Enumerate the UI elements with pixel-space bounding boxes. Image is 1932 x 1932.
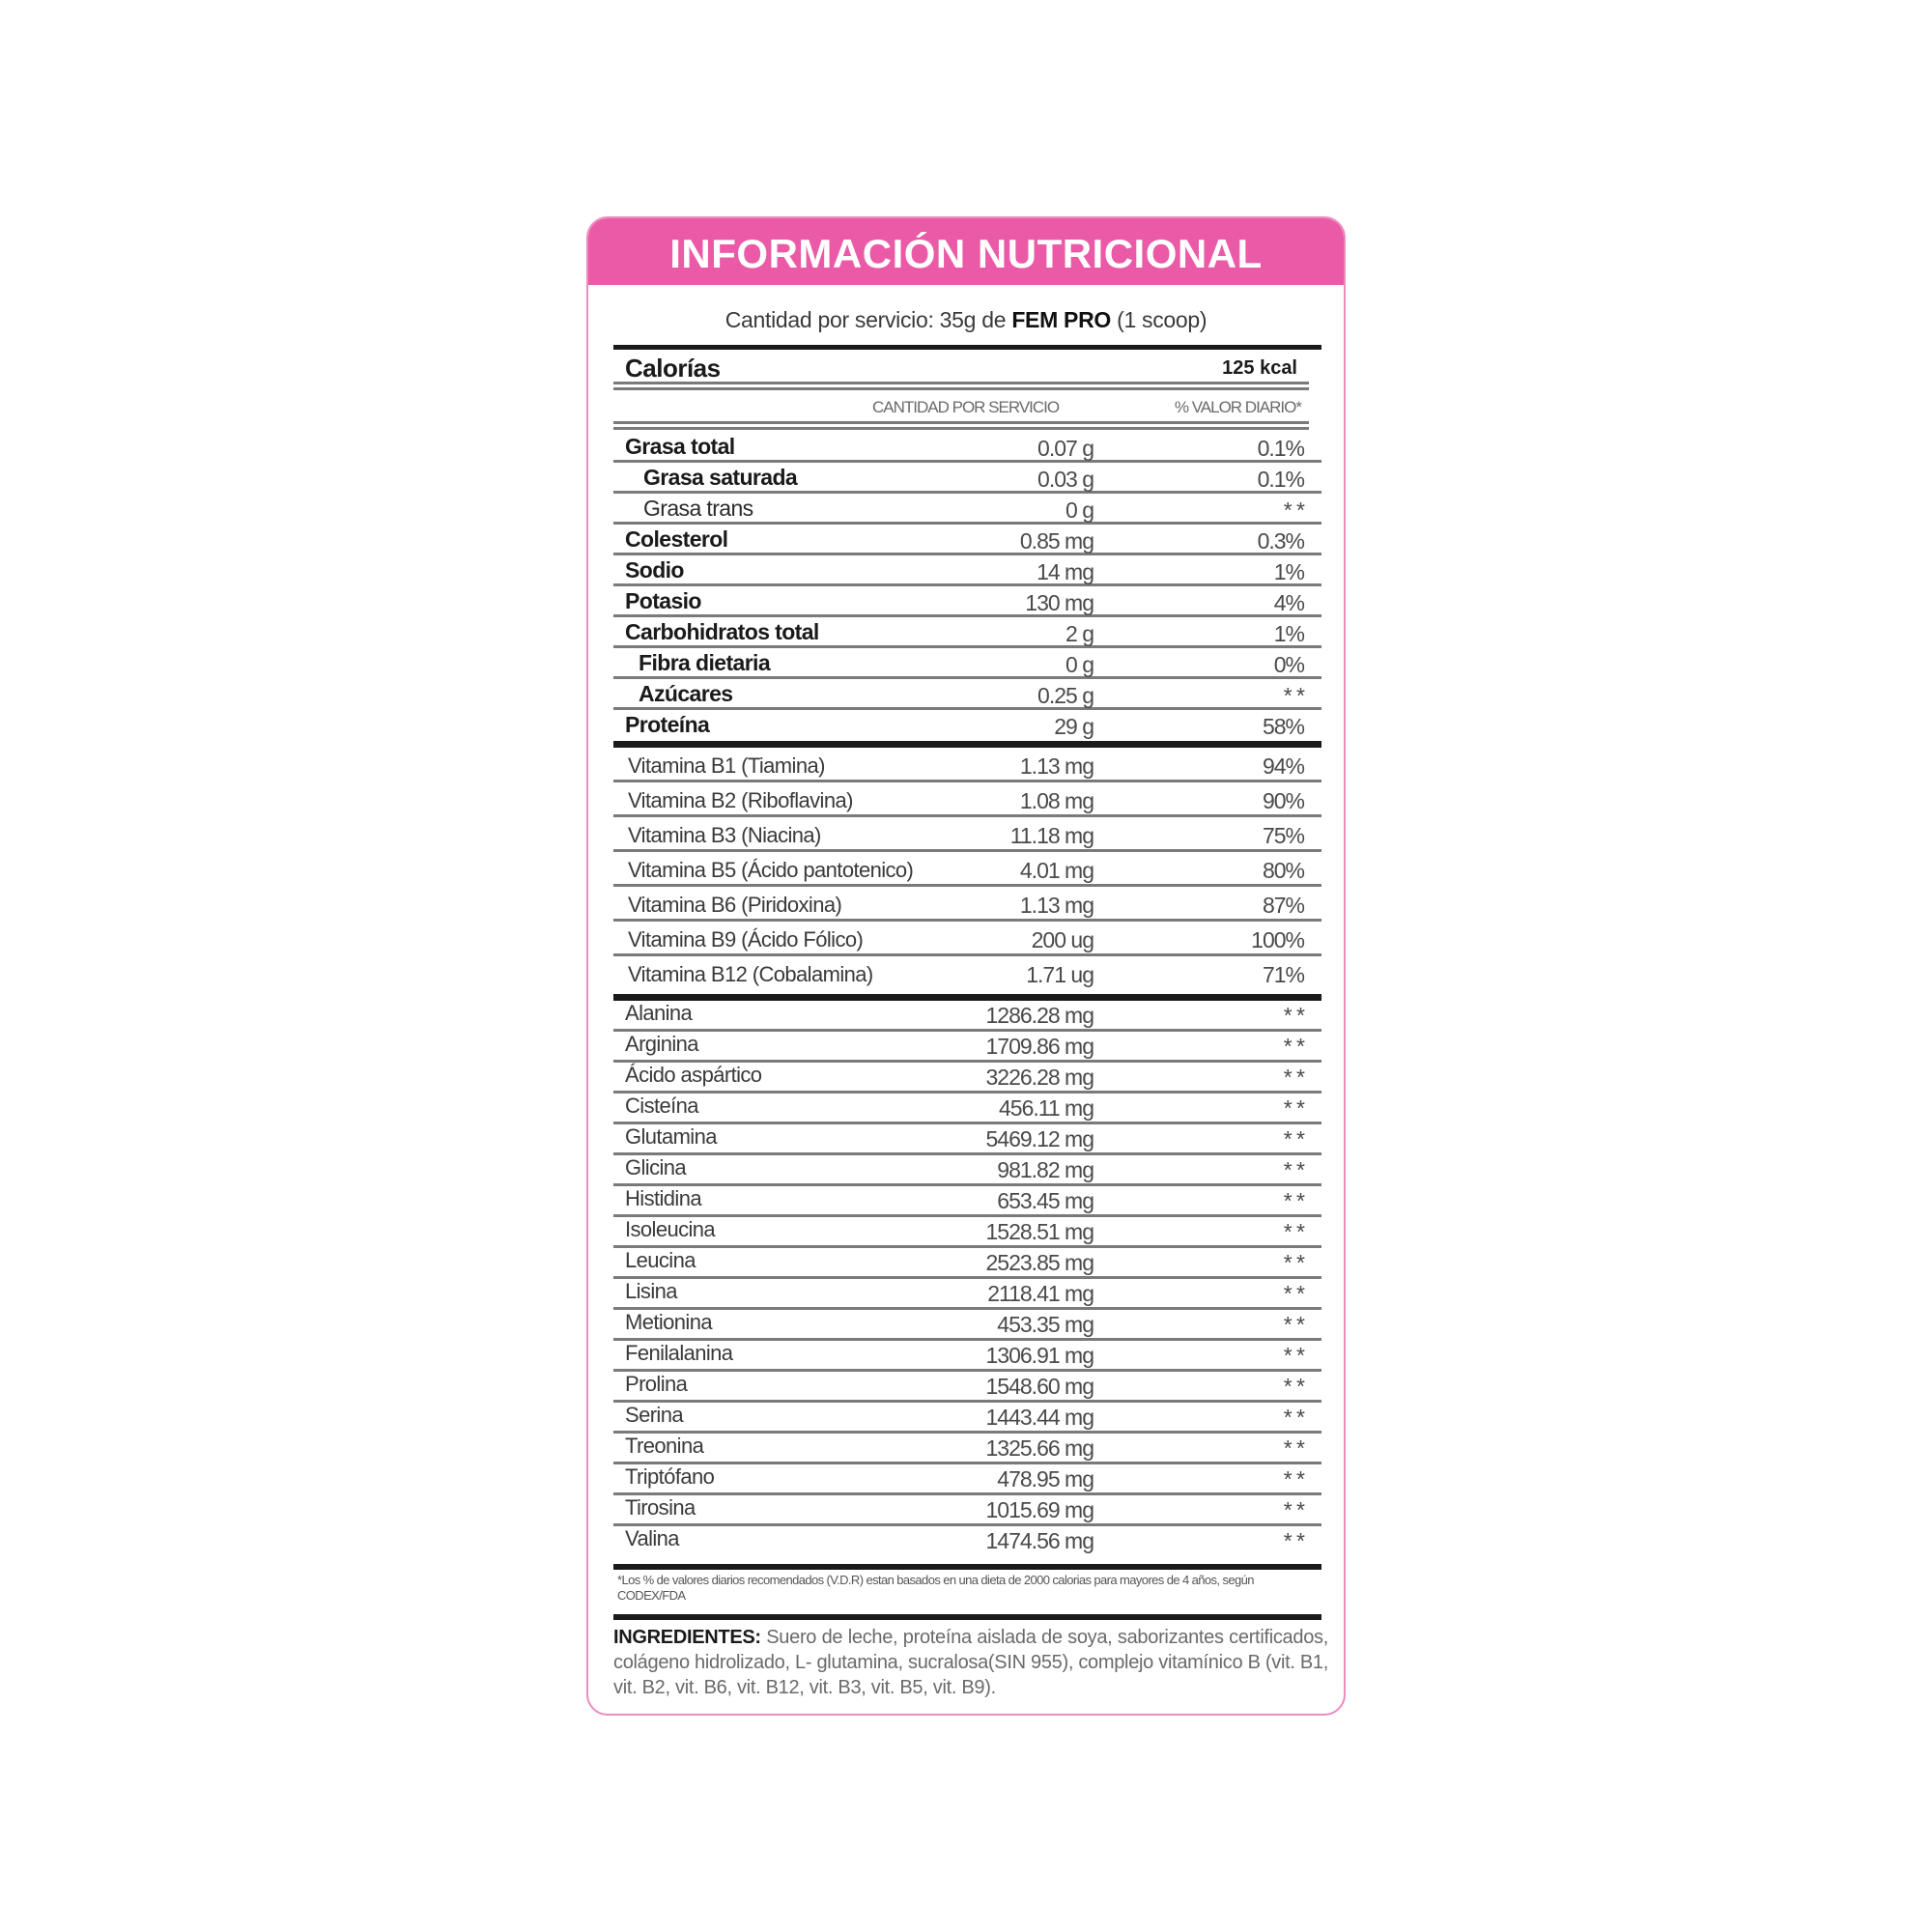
table-row [613,648,1321,679]
thick-rule [613,1564,1321,1570]
amino-acid-name: Tirosina [625,1495,696,1520]
table-row [613,922,1321,956]
table-row [613,1310,1321,1341]
nutrient-amount: 29 g [1054,714,1094,739]
calories-row [625,352,1297,384]
table-row [613,1403,1321,1434]
nutrient-amount: 0.07 g [1037,436,1094,461]
table-row [613,1063,1321,1094]
serving-suffix: (1 scoop) [1111,307,1208,332]
nutrient-name: Grasa total [625,434,735,459]
table-row [613,1279,1321,1310]
amino-acid-daily-value: * * [1283,1065,1304,1090]
vitamin-amount: 1.71 ug [1026,962,1094,987]
amino-acid-name: Isoleucina [625,1217,716,1241]
nutrient-amount: 14 mg [1037,559,1094,584]
vitamin-name: Vitamina B1 (Tiamina) [628,753,825,778]
amino-acid-daily-value: * * [1283,1003,1304,1028]
nutrient-daily-value: 4% [1273,590,1304,615]
amino-acid-name: Ácido aspártico [625,1063,762,1087]
amino-acid-daily-value: * * [1283,1466,1304,1492]
amino-acid-daily-value: * * [1283,1497,1304,1522]
ingredients [613,1625,1328,1700]
column-header-amount: CANTIDAD POR SERVICIO [872,398,1060,416]
amino-acid-daily-value: * * [1283,1126,1304,1151]
vitamin-name: Vitamina B9 (Ácido Fólico) [628,927,864,952]
amino-acid-amount: 2118.41 mg [987,1281,1094,1306]
serving-prefix: Cantidad por servicio: 35g de [724,307,1012,332]
nutrient-amount: 130 mg [1025,590,1094,615]
amino-acid-amount: 1306.91 mg [985,1343,1094,1368]
nutrient-amount: 2 g [1065,621,1094,646]
vitamin-name: Vitamina B5 (Ácido pantotenico) [628,858,914,882]
nutrient-name: Sodio [625,557,684,582]
nutrient-amount: 0 g [1065,497,1094,523]
table-row [613,1155,1321,1186]
vitamin-name: Vitamina B12 (Cobalamina) [628,962,873,986]
table-row [613,555,1321,586]
vitamin-daily-value: 80% [1262,858,1304,883]
amino-acid-amount: 453.35 mg [997,1312,1094,1337]
vitamin-daily-value: 100% [1251,927,1304,952]
double-rule [613,382,1309,390]
amino-acid-daily-value: * * [1283,1095,1304,1121]
amino-acid-amount: 1709.86 mg [985,1034,1094,1059]
vitamin-name: Vitamina B6 (Piridoxina) [628,893,842,917]
top-rule [613,345,1321,350]
amino-acid-amount: 2523.85 mg [985,1250,1094,1275]
macros-table [613,432,1321,741]
nutrient-name: Grasa trans [643,496,753,521]
amino-acid-daily-value: * * [1283,1157,1304,1182]
ingredients-text: Suero de leche, proteína aislada de soya, saborizantes certificados, colágeno hidrolizado, L- glutamina, sucralosa(SIN 955), complejo vitamínico B (vit. B1, vit. B2, vit. B6, vit. B12, vit. B3, vit. B5, vit. B9). [613,1627,1328,1698]
table-row [613,817,1321,852]
amino-acid-daily-value: * * [1283,1374,1304,1399]
nutrient-amount: 0.85 mg [1019,528,1094,554]
nutrient-name: Azúcares [639,681,733,706]
nutrient-name: Grasa saturada [643,465,798,490]
amino-acid-amount: 1286.28 mg [985,1003,1094,1028]
table-row [613,1094,1321,1124]
vitamin-name: Vitamina B2 (Riboflavina) [628,788,853,812]
vitamin-amount: 200 ug [1031,927,1094,952]
table-row [613,1434,1321,1464]
amino-acid-amount: 653.45 mg [997,1188,1094,1213]
amino-acid-daily-value: * * [1283,1281,1304,1306]
amino-acid-name: Glicina [625,1155,687,1179]
amino-acid-amount: 981.82 mg [997,1157,1094,1182]
amino-acid-name: Fenilalanina [625,1341,733,1365]
amino-acid-amount: 1474.56 mg [985,1528,1094,1553]
panel-title: INFORMACIÓN NUTRICIONAL [669,230,1263,276]
amino-acid-amount: 456.11 mg [999,1095,1094,1121]
amino-acid-name: Glutamina [625,1124,717,1149]
table-row [613,525,1321,555]
table-row [613,1464,1321,1495]
table-row [613,494,1321,525]
vitamin-amount: 1.13 mg [1019,893,1094,918]
vitamin-daily-value: 71% [1262,962,1304,987]
nutrient-name: Colesterol [625,526,728,552]
amino-acid-name: Histidina [625,1186,701,1210]
nutrient-name: Potasio [625,588,701,613]
table-row [613,679,1321,710]
amino-acid-daily-value: * * [1283,1405,1304,1430]
nutrient-daily-value: 1% [1273,621,1304,646]
table-row [613,463,1321,494]
amino-acid-name: Alanina [625,1001,693,1025]
table-row [613,956,1321,991]
amino-acid-amount: 1015.69 mg [985,1497,1094,1522]
table-row [613,1001,1321,1032]
amino-acid-name: Triptófano [625,1464,715,1489]
amino-acid-daily-value: * * [1283,1435,1304,1461]
table-row [613,1372,1321,1403]
nutrient-daily-value: 0% [1273,652,1304,677]
table-row [613,432,1321,463]
vitamin-daily-value: 90% [1262,788,1304,813]
amino-acid-name: Serina [625,1403,683,1427]
table-row [613,1248,1321,1279]
table-row [613,887,1321,922]
vitamin-amount: 1.08 mg [1019,788,1094,813]
nutrient-daily-value: 58% [1262,714,1304,739]
calories-label: Calorías [625,353,721,383]
table-row [613,617,1321,648]
daily-value-footnote: *Los % de valores diarios recomendados (V.D.R) estan basados en una dieta de 2000 calorias para mayores de 4 años, según CODEX/FDA [617,1573,1254,1603]
panel-header [588,218,1344,285]
amino-acid-daily-value: * * [1283,1312,1304,1337]
calories-value: 125 kcal [1222,356,1297,379]
amino-acid-daily-value: * * [1283,1250,1304,1275]
table-row [613,1526,1321,1557]
amino-acid-name: Prolina [625,1372,688,1396]
nutrient-daily-value: * * [1283,683,1304,708]
amino-acid-amount: 1325.66 mg [985,1435,1094,1461]
amino-acid-amount: 5469.12 mg [985,1126,1094,1151]
amino-acids-table [613,1001,1321,1557]
nutrient-daily-value: 0.1% [1257,467,1304,492]
amino-acid-daily-value: * * [1283,1034,1304,1059]
amino-acid-name: Cisteína [625,1094,698,1118]
nutrient-amount: 0.25 g [1037,683,1094,708]
column-header-daily-value: % VALOR DIARIO* [1174,398,1301,416]
vitamin-amount: 11.18 mg [1009,823,1094,848]
amino-acid-amount: 1443.44 mg [985,1405,1094,1430]
nutrient-amount: 0 g [1065,652,1094,677]
vitamin-daily-value: 87% [1262,893,1304,918]
double-rule [613,421,1309,430]
amino-acid-amount: 1528.51 mg [985,1219,1094,1244]
product-name: FEM PRO [1011,307,1111,332]
vitamin-daily-value: 94% [1262,753,1304,779]
amino-acid-amount: 3226.28 mg [985,1065,1094,1090]
amino-acid-amount: 478.95 mg [997,1466,1094,1492]
table-row [613,1341,1321,1372]
table-row [613,1495,1321,1526]
table-row [613,852,1321,887]
vitamin-amount: 1.13 mg [1019,753,1094,779]
vitamins-table [613,748,1321,991]
nutrient-name: Proteína [625,712,710,737]
amino-acid-daily-value: * * [1283,1219,1304,1244]
vitamin-amount: 4.01 mg [1019,858,1094,883]
thick-rule [613,1614,1321,1620]
table-row [613,710,1321,741]
nutrient-amount: 0.03 g [1037,467,1094,492]
amino-acid-amount: 1548.60 mg [985,1374,1094,1399]
nutrient-name: Fibra dietaria [639,650,771,675]
table-row [613,1032,1321,1063]
table-row [613,748,1321,782]
amino-acid-daily-value: * * [1283,1188,1304,1213]
ingredients-label: INGREDIENTES: [613,1627,761,1648]
nutrient-daily-value: 0.3% [1257,528,1304,554]
nutrition-facts-panel [586,216,1346,1716]
serving-size [588,307,1344,333]
table-row [613,1124,1321,1155]
table-row [613,586,1321,617]
table-row [613,1186,1321,1217]
amino-acid-name: Arginina [625,1032,698,1056]
amino-acid-name: Valina [625,1526,679,1550]
column-headers [613,398,1309,421]
table-row [613,1217,1321,1248]
table-row [613,782,1321,817]
nutrient-daily-value: * * [1283,497,1304,523]
amino-acid-name: Leucina [625,1248,696,1272]
amino-acid-daily-value: * * [1283,1528,1304,1553]
nutrient-name: Carbohidratos total [625,619,819,644]
amino-acid-daily-value: * * [1283,1343,1304,1368]
vitamin-daily-value: 75% [1262,823,1304,848]
amino-acid-name: Lisina [625,1279,677,1303]
vitamin-name: Vitamina B3 (Niacina) [628,823,821,847]
nutrient-daily-value: 0.1% [1257,436,1304,461]
amino-acid-name: Treonina [625,1434,704,1458]
thick-rule [613,994,1321,1001]
thick-rule [613,741,1321,748]
nutrient-daily-value: 1% [1273,559,1304,584]
amino-acid-name: Metionina [625,1310,712,1334]
